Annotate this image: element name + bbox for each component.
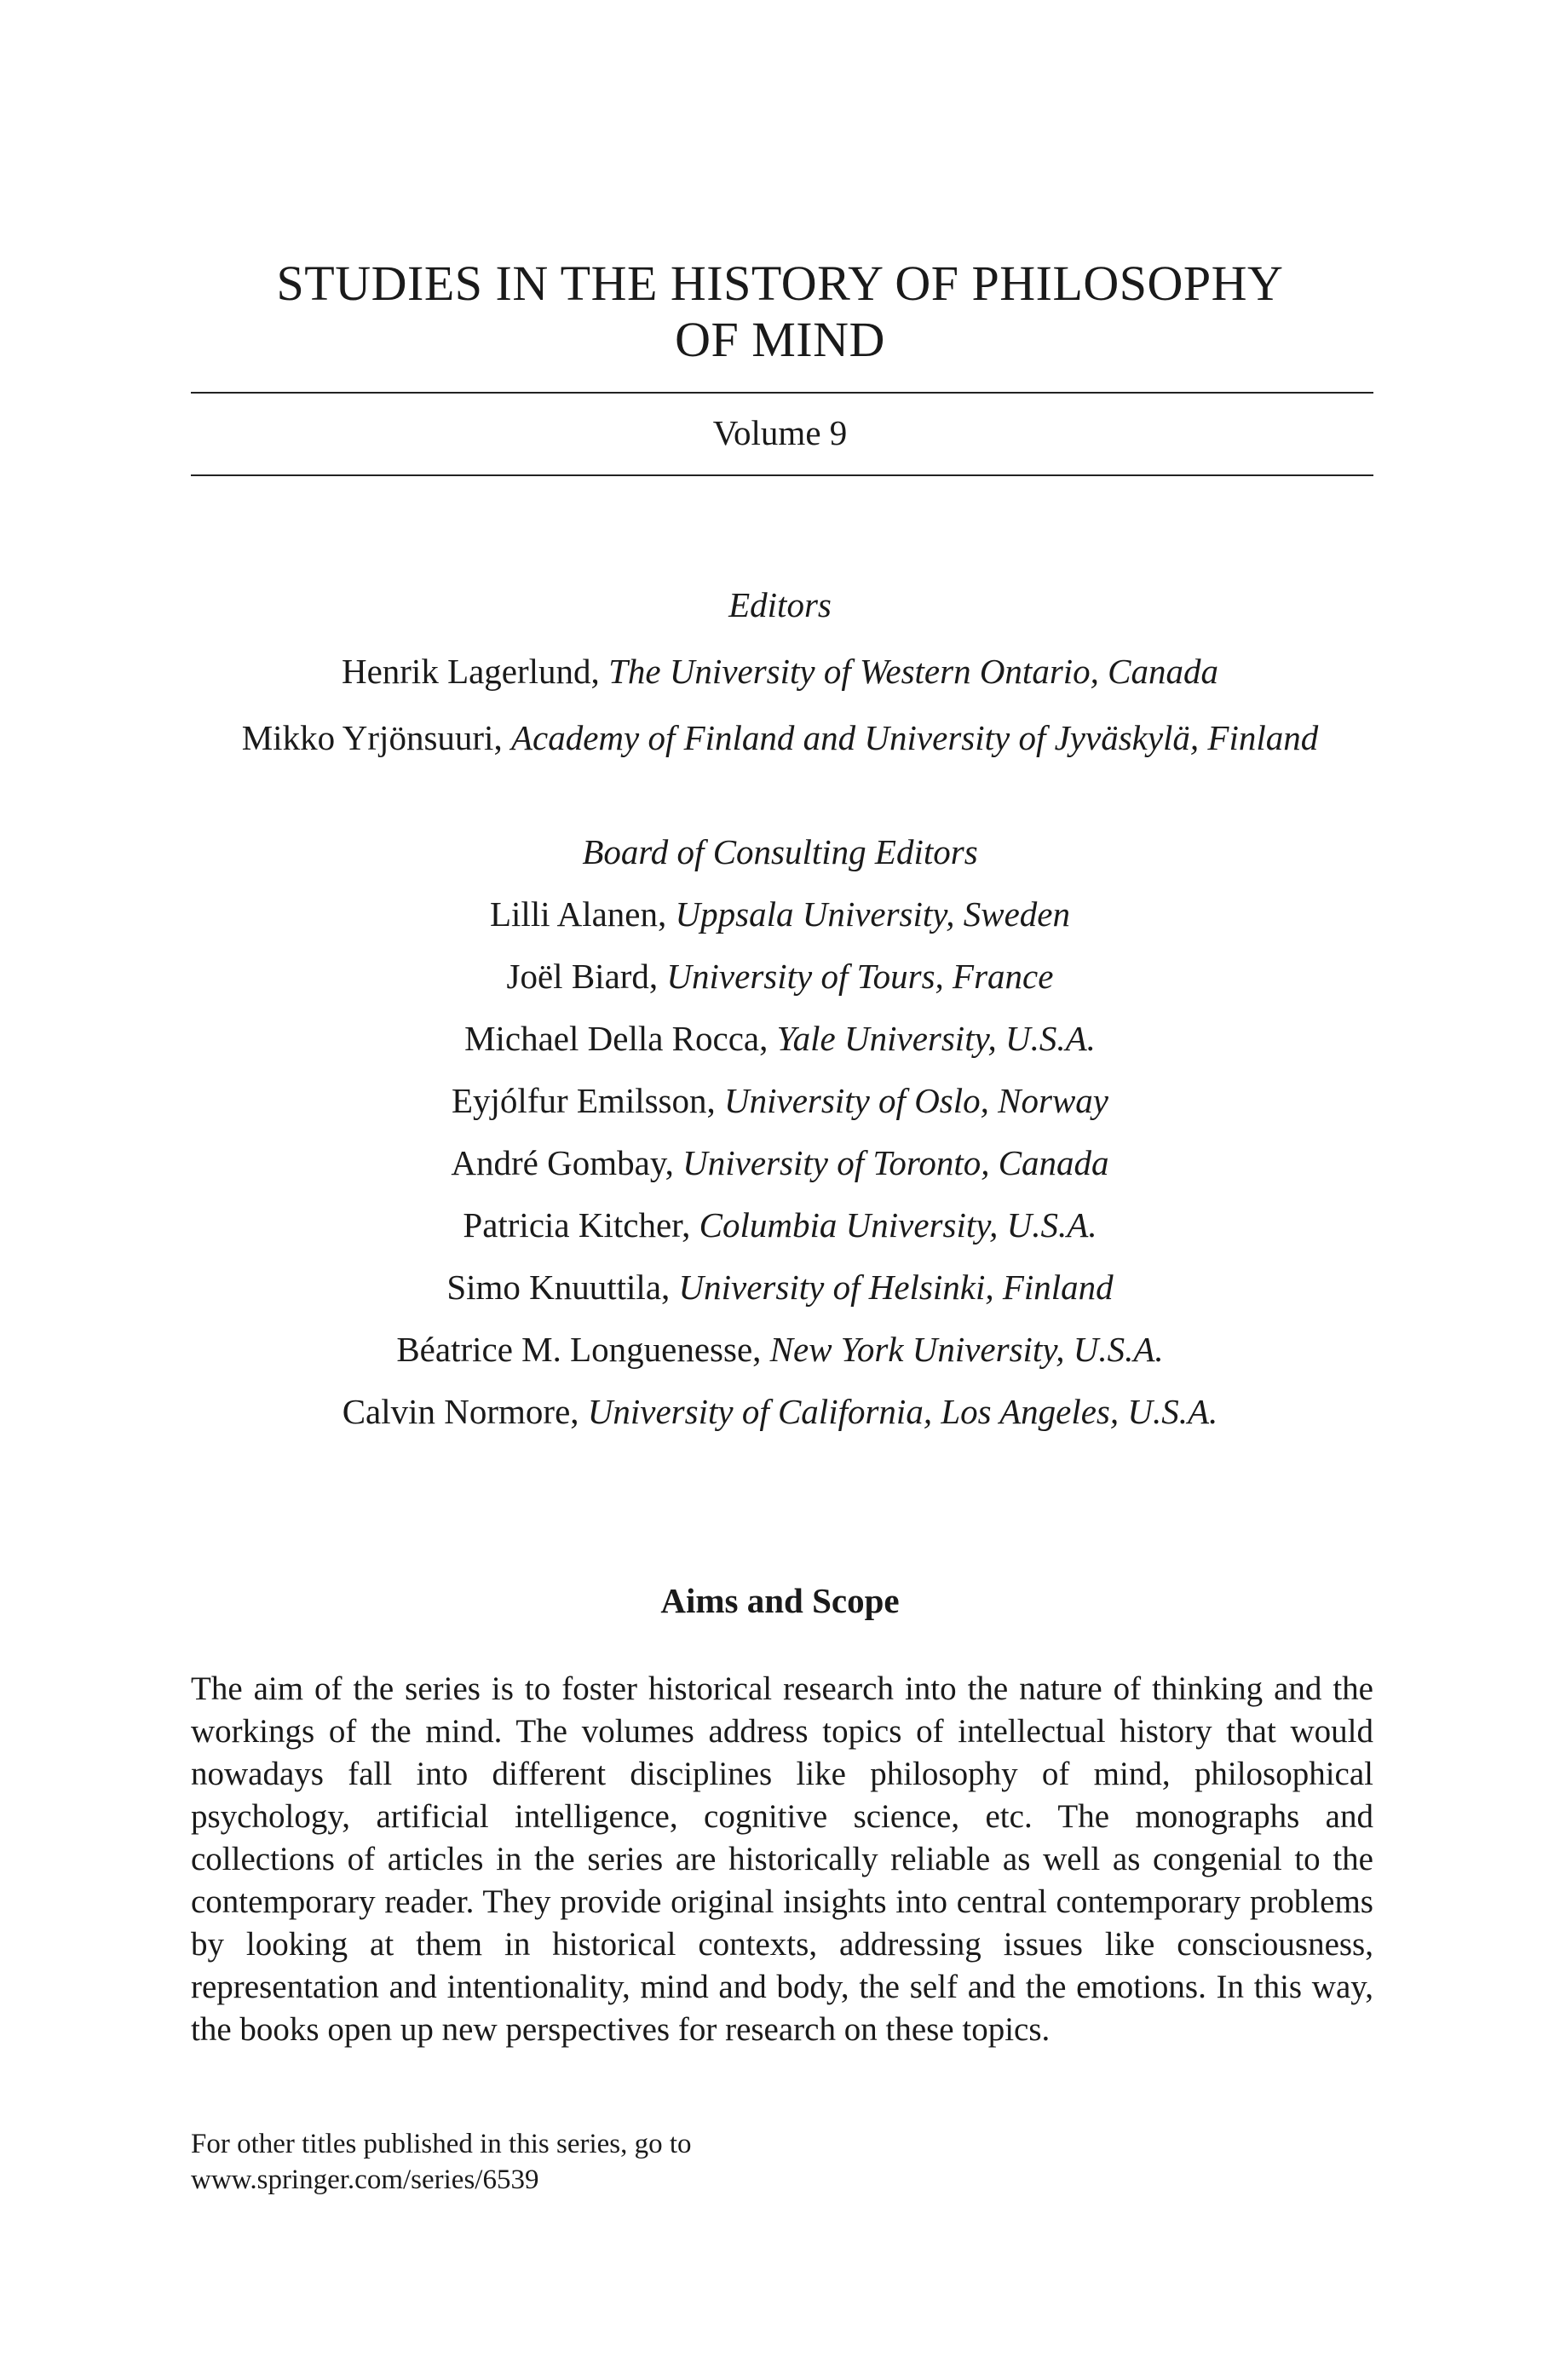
board-member-name: André Gombay, [451,1143,683,1182]
editor-affiliation: The University of Western Ontario, Canada [608,652,1219,691]
board-member-entry [0,1204,1560,1245]
board-member-affiliation: University of Tours, France [666,957,1054,996]
editor-name: Henrik Lagerlund, [341,652,609,691]
board-heading: Board of Consulting Editors [582,832,978,871]
board-member-entry [0,1391,1560,1432]
board-member-entry [0,894,1560,934]
board-member-name: Simo Knuuttila, [446,1268,679,1307]
editor-entry [0,651,1560,692]
board-member-entry [0,1018,1560,1059]
board-member-entry [0,1142,1560,1183]
board-member-name: Eyjólfur Emilsson, [452,1081,725,1120]
board-member-name: Patricia Kitcher, [463,1205,699,1245]
bottom-rule [191,474,1373,476]
board-member-affiliation: Uppsala University, Sweden [675,894,1070,934]
board-member-affiliation: Columbia University, U.S.A. [699,1205,1097,1245]
editor-affiliation: Academy of Finland and University of Jyväskylä, Finland [510,718,1319,757]
board-member-name: Lilli Alanen, [490,894,676,934]
series-url-link[interactable]: www.springer.com/series/6539 [191,2164,539,2195]
aims-and-scope-heading: Aims and Scope [660,1581,900,1620]
series-footer [191,2126,1043,2198]
series-title-line-1: STUDIES IN THE HISTORY OF PHILOSOPHY [276,256,1284,311]
board-member-name: Béatrice M. Longuenesse, [396,1330,770,1369]
editor-name: Mikko Yrjönsuuri, [241,718,511,757]
board-member-name: Calvin Normore, [342,1392,588,1431]
board-member-affiliation: University of California, Los Angeles, U.S.A. [587,1392,1218,1431]
top-rule [191,392,1373,394]
board-member-entry [0,1080,1560,1121]
board-member-entry [0,1267,1560,1308]
board-member-entry [0,956,1560,997]
volume-label: Volume 9 [712,413,848,452]
board-member-entry [0,1329,1560,1370]
board-member-affiliation: University of Helsinki, Finland [678,1268,1114,1307]
series-title-line-2: OF MIND [675,312,885,367]
board-member-affiliation: University of Toronto, Canada [682,1143,1109,1182]
board-member-affiliation: New York University, U.S.A. [769,1330,1164,1369]
editors-heading: Editors [728,585,832,624]
board-member-affiliation: University of Oslo, Norway [724,1081,1108,1120]
aims-and-scope-body: The aim of the series is to foster historical research into the nature of thinking and the workings of the mind. The volumes address topics of intellectual history that would nowadays fall into different disciplines like philosophy of mind, philosophical psychology, artificial intelligence, cognitive science, etc. The monographs and collections of articles in the series are historically reliable as well as congenial to the contemporary reader. They provide original insights into central contemporary problems by looking at them in historical contexts, addressing issues like consciousness, representation and intentionality, mind and body, the self and the emotions. In this way, the books open up new perspectives for research on these topics. [191,1670,1373,2048]
board-member-name: Joël Biard, [506,957,667,996]
board-member-affiliation: Yale University, U.S.A. [776,1019,1096,1058]
editor-entry [0,717,1560,758]
footer-text: For other titles published in this series, go to [191,2129,692,2159]
board-member-name: Michael Della Rocca, [464,1019,777,1058]
